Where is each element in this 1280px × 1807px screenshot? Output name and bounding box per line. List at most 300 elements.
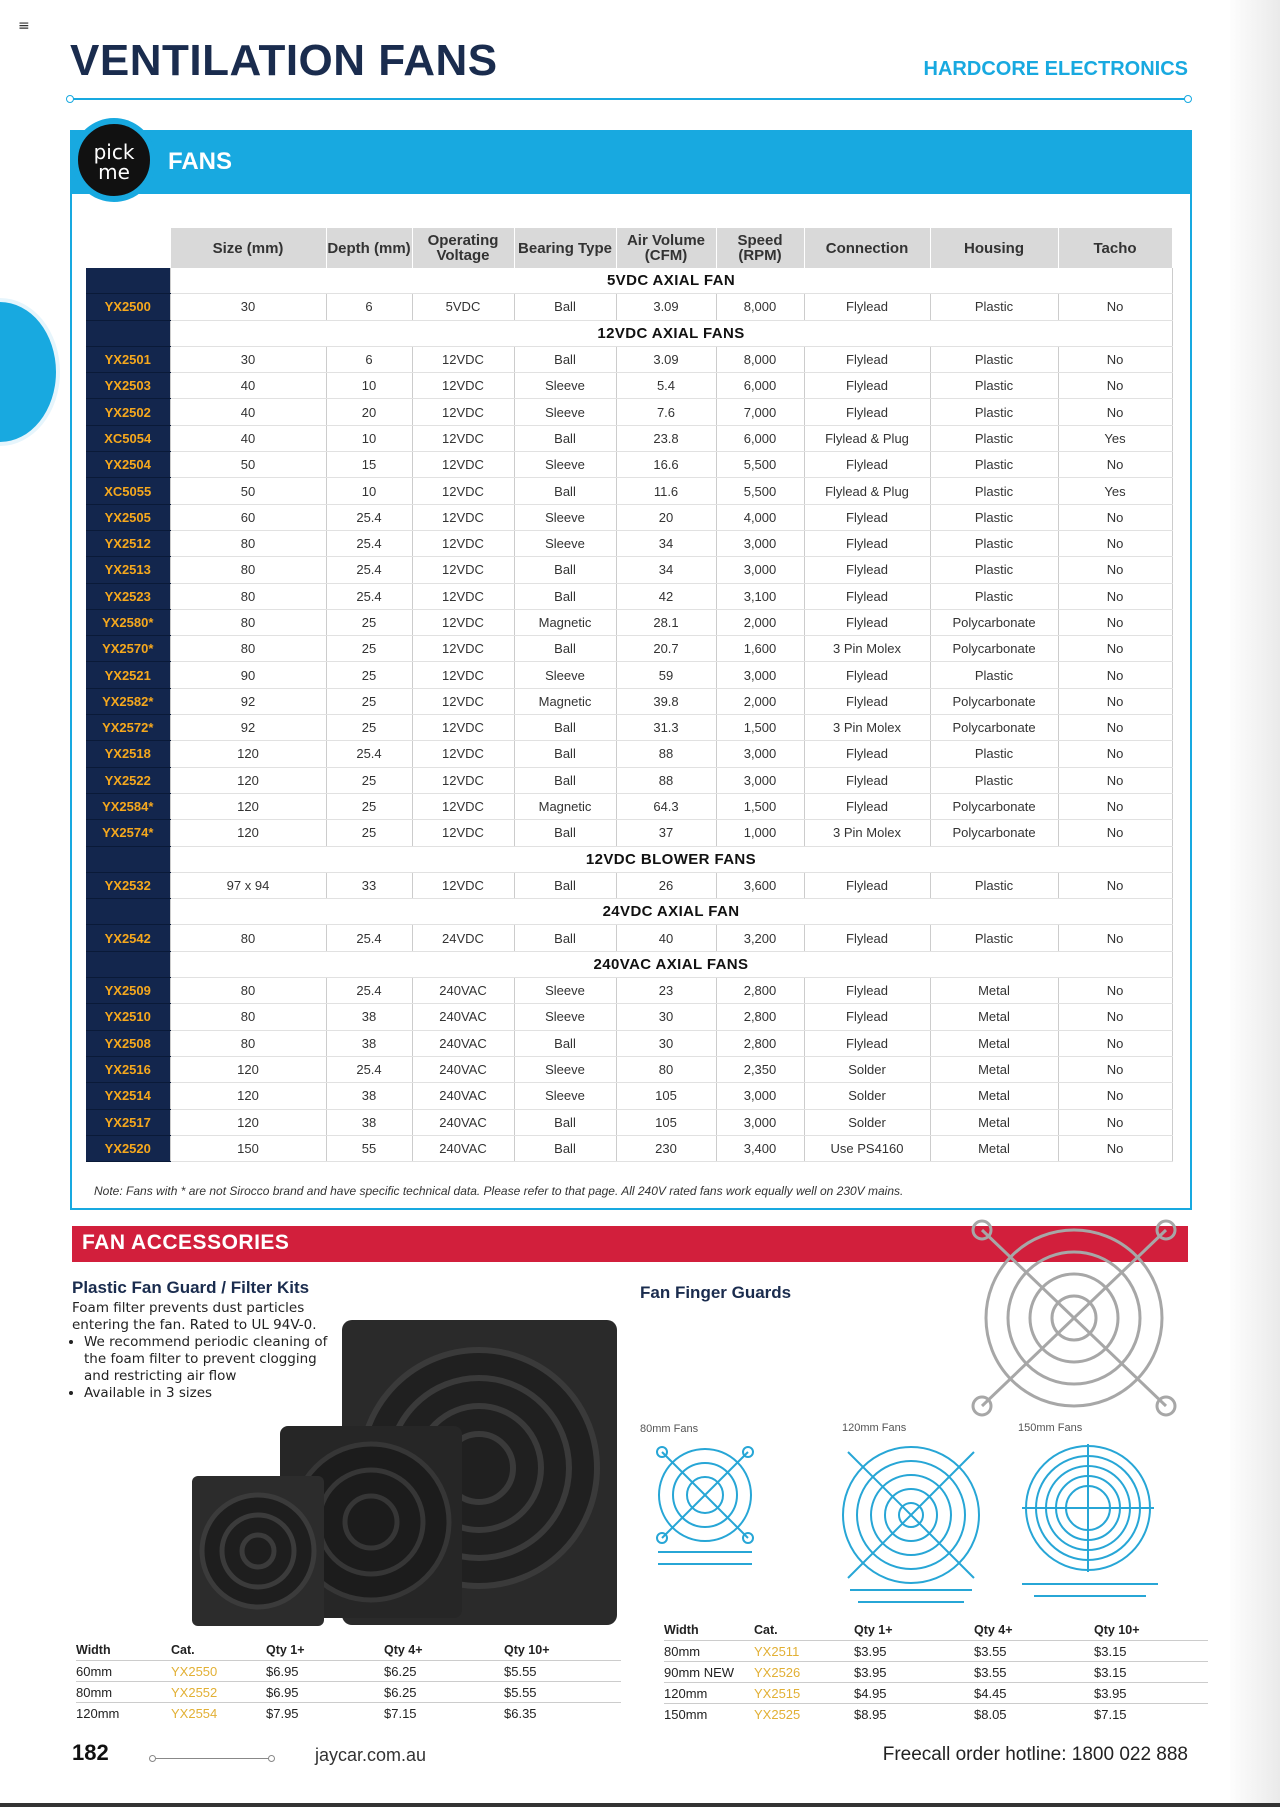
table-cell: 97 x 94 <box>170 872 326 898</box>
table-cell: $3.95 <box>854 1662 974 1683</box>
table-cell: 34 <box>616 557 716 583</box>
table-cell: 42 <box>616 583 716 609</box>
catalog-code[interactable]: YX2572* <box>86 715 170 741</box>
table-cell: 60 <box>170 504 326 530</box>
catalog-code[interactable]: YX2525 <box>754 1704 854 1725</box>
table-cell: 92 <box>170 715 326 741</box>
table-cell: 25 <box>326 609 412 635</box>
table-cell: No <box>1058 557 1172 583</box>
table-cell: Flylead <box>804 530 930 556</box>
table-cell: 12VDC <box>412 741 514 767</box>
table-cell: Flylead <box>804 767 930 793</box>
table-cell: 25 <box>326 688 412 714</box>
catalog-code[interactable]: YX2513 <box>86 557 170 583</box>
table-cell: 12VDC <box>412 688 514 714</box>
table-row <box>86 636 1172 662</box>
table-cell: No <box>1058 688 1172 714</box>
column-header: Qty 1+ <box>854 1623 893 1637</box>
table-cell: 25.4 <box>326 1056 412 1082</box>
table-cell: 39.8 <box>616 688 716 714</box>
catalog-code[interactable]: YX2522 <box>86 767 170 793</box>
table-cell: Metal <box>930 1004 1058 1030</box>
table-row <box>86 767 1172 793</box>
table-cell: 34 <box>616 530 716 556</box>
table-cell: Metal <box>930 1030 1058 1056</box>
table-cell: Flylead <box>804 1030 930 1056</box>
column-header: Size (mm) <box>170 228 326 268</box>
table-row <box>76 1703 621 1724</box>
table-cell: Solder <box>804 1109 930 1135</box>
section-code-cell <box>86 268 170 294</box>
table-cell: 1,000 <box>716 820 804 846</box>
table-cell: 12VDC <box>412 373 514 399</box>
table-cell: Ball <box>514 925 616 951</box>
table-cell: No <box>1058 373 1172 399</box>
table-cell: 105 <box>616 1109 716 1135</box>
table-cell: 80mm <box>76 1682 171 1703</box>
table-cell: 31.3 <box>616 715 716 741</box>
table-cell: $7.15 <box>384 1703 504 1724</box>
table-cell: 240VAC <box>412 1056 514 1082</box>
table-row <box>86 978 1172 1004</box>
table-cell: No <box>1058 741 1172 767</box>
table-cell: 120mm <box>664 1683 754 1704</box>
table-cell: Flylead <box>804 294 930 320</box>
catalog-code[interactable]: YX2518 <box>86 741 170 767</box>
table-cell: No <box>1058 346 1172 372</box>
catalog-code[interactable]: YX2580* <box>86 609 170 635</box>
catalog-code[interactable]: YX2502 <box>86 399 170 425</box>
table-cell: Magnetic <box>514 688 616 714</box>
table-cell: No <box>1058 1109 1172 1135</box>
table-cell: $3.15 <box>1094 1641 1208 1662</box>
column-header: Connection <box>804 228 930 268</box>
table-cell: $5.55 <box>504 1682 621 1703</box>
catalog-code[interactable]: YX2514 <box>86 1083 170 1109</box>
table-cell: 90mm NEW <box>664 1662 754 1683</box>
table-cell: 3 Pin Molex <box>804 715 930 741</box>
table-cell: Flylead <box>804 1004 930 1030</box>
table-cell: 120 <box>170 1056 326 1082</box>
table-row <box>86 741 1172 767</box>
table-cell: 80 <box>170 583 326 609</box>
table-cell: Flylead <box>804 925 930 951</box>
table-cell: Flylead <box>804 978 930 1004</box>
catalog-code[interactable]: YX2510 <box>86 1004 170 1030</box>
table-cell: No <box>1058 662 1172 688</box>
footer-divider <box>152 1758 272 1759</box>
table-row <box>86 294 1172 320</box>
table-cell: 25.4 <box>326 925 412 951</box>
table-cell: Use PS4160 <box>804 1135 930 1161</box>
table-row <box>86 557 1172 583</box>
table-cell: 3.09 <box>616 346 716 372</box>
table-cell: Ball <box>514 1109 616 1135</box>
table-cell: 23 <box>616 978 716 1004</box>
table-cell: Ball <box>514 478 616 504</box>
table-cell: No <box>1058 452 1172 478</box>
fans-note: Note: Fans with * are not Sirocco brand and have specific technical data. Please refer to that page. All 240V rated fans work equally well on 230V mains. <box>94 1184 904 1198</box>
table-row <box>86 662 1172 688</box>
table-cell: 15 <box>326 452 412 478</box>
table-cell: 240VAC <box>412 1004 514 1030</box>
catalog-code[interactable]: YX2509 <box>86 978 170 1004</box>
table-cell: Flylead <box>804 662 930 688</box>
table-cell: Plastic <box>930 478 1058 504</box>
table-cell: Ball <box>514 767 616 793</box>
table-cell: 5,500 <box>716 452 804 478</box>
table-cell: 10 <box>326 478 412 504</box>
catalog-code[interactable]: YX2501 <box>86 346 170 372</box>
order-hotline: Freecall order hotline: 1800 022 888 <box>882 1744 1188 1765</box>
table-cell: 26 <box>616 872 716 898</box>
table-cell: 12VDC <box>412 872 514 898</box>
catalog-code[interactable]: YX2552 <box>171 1682 266 1703</box>
catalog-code[interactable]: YX2574* <box>86 820 170 846</box>
table-cell: 25 <box>326 636 412 662</box>
table-cell: $8.05 <box>974 1704 1094 1725</box>
table-cell: $4.95 <box>854 1683 974 1704</box>
table-cell: $7.95 <box>266 1703 384 1724</box>
table-row <box>86 1056 1172 1082</box>
table-cell: 80 <box>170 636 326 662</box>
table-cell: 88 <box>616 741 716 767</box>
table-cell: 12VDC <box>412 346 514 372</box>
table-cell: Plastic <box>930 373 1058 399</box>
table-cell: 25 <box>326 662 412 688</box>
table-cell: Flylead <box>804 688 930 714</box>
table-cell: 3,600 <box>716 872 804 898</box>
catalog-code[interactable]: YX2504 <box>86 452 170 478</box>
table-row <box>86 1004 1172 1030</box>
table-cell: Plastic <box>930 583 1058 609</box>
column-header: Operating Voltage <box>412 228 514 268</box>
table-cell: 25.4 <box>326 741 412 767</box>
table-cell: 11.6 <box>616 478 716 504</box>
table-cell: No <box>1058 978 1172 1004</box>
table-cell: Ball <box>514 1030 616 1056</box>
table-cell: 25.4 <box>326 583 412 609</box>
table-cell: 2,800 <box>716 1030 804 1056</box>
filter-kits-price-table <box>76 1640 621 1723</box>
table-cell: 3.09 <box>616 294 716 320</box>
table-row <box>86 504 1172 530</box>
table-cell: 80 <box>170 557 326 583</box>
catalog-code[interactable]: YX2512 <box>86 530 170 556</box>
table-row <box>86 478 1172 504</box>
table-cell: 3 Pin Molex <box>804 636 930 662</box>
table-cell: Plastic <box>930 925 1058 951</box>
catalog-code[interactable]: YX2516 <box>86 1056 170 1082</box>
table-cell: 1,600 <box>716 636 804 662</box>
table-cell: Sleeve <box>514 399 616 425</box>
table-cell: 3,000 <box>716 662 804 688</box>
table-cell: 38 <box>326 1030 412 1056</box>
table-cell: 12VDC <box>412 557 514 583</box>
table-cell: 3,000 <box>716 767 804 793</box>
table-cell: 12VDC <box>412 478 514 504</box>
table-cell: Ball <box>514 741 616 767</box>
section-row <box>86 951 1172 977</box>
table-cell: 80 <box>170 925 326 951</box>
table-cell: 55 <box>326 1135 412 1161</box>
table-cell: 6 <box>326 294 412 320</box>
table-cell: 60mm <box>76 1661 171 1682</box>
table-cell: 2,000 <box>716 688 804 714</box>
table-cell: 25 <box>326 793 412 819</box>
table-cell: 4,000 <box>716 504 804 530</box>
table-cell: $4.45 <box>974 1683 1094 1704</box>
table-cell: 12VDC <box>412 715 514 741</box>
catalog-code[interactable]: YX2542 <box>86 925 170 951</box>
table-cell: 2,350 <box>716 1056 804 1082</box>
catalog-code[interactable]: YX2526 <box>754 1662 854 1683</box>
table-row <box>86 452 1172 478</box>
table-cell: Sleeve <box>514 1083 616 1109</box>
catalog-code[interactable]: YX2503 <box>86 373 170 399</box>
diagram-label: 120mm Fans <box>842 1422 907 1434</box>
catalog-code[interactable]: YX2505 <box>86 504 170 530</box>
section-row <box>86 268 1172 294</box>
catalog-code[interactable]: YX2532 <box>86 872 170 898</box>
fan-spec-table <box>86 228 1173 1162</box>
filter-kits-bullet: • We recommend periodic cleaning of the foam filter to prevent clogging and restricting air flow <box>84 1334 342 1385</box>
table-cell: 8,000 <box>716 346 804 372</box>
table-cell: 20.7 <box>616 636 716 662</box>
table-cell: Flylead <box>804 346 930 372</box>
catalog-code[interactable]: YX2554 <box>171 1703 266 1724</box>
column-header: Qty 10+ <box>504 1643 550 1657</box>
table-cell: 38 <box>326 1004 412 1030</box>
table-cell: No <box>1058 1056 1172 1082</box>
bottom-bar <box>0 1803 1280 1807</box>
table-cell: 120mm <box>76 1703 171 1724</box>
table-cell: Ball <box>514 820 616 846</box>
menu-icon[interactable]: ≡ <box>18 18 30 34</box>
table-cell: Solder <box>804 1083 930 1109</box>
table-cell: 3,000 <box>716 741 804 767</box>
table-cell: Plastic <box>930 872 1058 898</box>
table-cell: 240VAC <box>412 1030 514 1056</box>
table-cell: Plastic <box>930 530 1058 556</box>
section-code-cell <box>86 951 170 977</box>
section-title: 12VDC AXIAL FANS <box>170 320 1172 346</box>
table-cell: No <box>1058 1135 1172 1161</box>
table-cell: No <box>1058 793 1172 819</box>
table-cell: 40 <box>170 425 326 451</box>
column-header: Qty 4+ <box>384 1643 423 1657</box>
table-cell: No <box>1058 1004 1172 1030</box>
catalog-code[interactable]: YX2582* <box>86 688 170 714</box>
column-header: Width <box>664 1623 699 1637</box>
catalog-code[interactable]: YX2523 <box>86 583 170 609</box>
table-cell: Flylead <box>804 557 930 583</box>
table-cell: Flylead <box>804 452 930 478</box>
table-cell: 3,000 <box>716 530 804 556</box>
table-cell: Metal <box>930 1109 1058 1135</box>
table-cell: Flylead <box>804 504 930 530</box>
table-cell: Polycarbonate <box>930 609 1058 635</box>
table-cell: 38 <box>326 1083 412 1109</box>
table-cell: 33 <box>326 872 412 898</box>
table-cell: 50 <box>170 452 326 478</box>
table-cell: Plastic <box>930 504 1058 530</box>
table-cell: Ball <box>514 294 616 320</box>
table-cell: $3.95 <box>854 1641 974 1662</box>
catalog-code[interactable]: YX2521 <box>86 662 170 688</box>
diagram-120mm-icon <box>836 1440 996 1610</box>
side-tab-marker <box>0 298 60 446</box>
section-code-cell <box>86 899 170 925</box>
table-cell: Flylead & Plug <box>804 478 930 504</box>
table-cell: 80 <box>170 1030 326 1056</box>
filter-kits-summary: Foam filter prevents dust particles entering the fan. Rated to UL 94V-0. <box>72 1300 317 1333</box>
table-cell: 3,200 <box>716 925 804 951</box>
table-cell: 3,000 <box>716 1109 804 1135</box>
section-title: 240VAC AXIAL FANS <box>170 951 1172 977</box>
table-cell: No <box>1058 1030 1172 1056</box>
header-divider <box>70 98 1188 100</box>
table-cell: $7.15 <box>1094 1704 1208 1725</box>
spec-table-body <box>86 268 1172 1162</box>
table-cell: 12VDC <box>412 793 514 819</box>
table-cell: Ball <box>514 715 616 741</box>
table-cell: 40 <box>616 925 716 951</box>
table-cell: 30 <box>616 1030 716 1056</box>
price-table-header <box>76 1640 621 1661</box>
table-cell: Ball <box>514 872 616 898</box>
catalog-code[interactable]: YX2520 <box>86 1135 170 1161</box>
table-cell: Metal <box>930 978 1058 1004</box>
section-row <box>86 899 1172 925</box>
table-cell: Plastic <box>930 399 1058 425</box>
table-cell: 64.3 <box>616 793 716 819</box>
table-cell: Plastic <box>930 452 1058 478</box>
table-cell: 3,000 <box>716 557 804 583</box>
table-cell: 6,000 <box>716 373 804 399</box>
table-cell: Flylead <box>804 793 930 819</box>
table-cell: 28.1 <box>616 609 716 635</box>
table-cell: 50 <box>170 478 326 504</box>
finger-guards-price-table <box>664 1620 1208 1724</box>
table-cell: 25 <box>326 715 412 741</box>
table-cell: No <box>1058 636 1172 662</box>
table-row <box>86 688 1172 714</box>
table-cell: 3 Pin Molex <box>804 820 930 846</box>
column-header: Air Volume (CFM) <box>616 228 716 268</box>
catalog-code[interactable]: XC5054 <box>86 425 170 451</box>
price-table-body <box>664 1641 1208 1725</box>
table-cell: Flylead <box>804 872 930 898</box>
table-cell: 120 <box>170 1109 326 1135</box>
price-table-body <box>76 1661 621 1724</box>
table-cell: 88 <box>616 767 716 793</box>
table-cell: Flylead <box>804 741 930 767</box>
catalog-code[interactable]: YX2570* <box>86 636 170 662</box>
catalog-code[interactable]: XC5055 <box>86 478 170 504</box>
table-cell: 105 <box>616 1083 716 1109</box>
table-cell: 12VDC <box>412 609 514 635</box>
table-cell: Plastic <box>930 662 1058 688</box>
table-cell: 37 <box>616 820 716 846</box>
chrome-finger-guard-image <box>962 1210 1186 1420</box>
table-cell: 6,000 <box>716 425 804 451</box>
table-cell: 25.4 <box>326 530 412 556</box>
table-cell: 30 <box>170 346 326 372</box>
table-cell: 120 <box>170 793 326 819</box>
table-cell: Plastic <box>930 741 1058 767</box>
catalog-code[interactable]: YX2517 <box>86 1109 170 1135</box>
website-link[interactable]: jaycar.com.au <box>315 1745 427 1765</box>
table-cell: 12VDC <box>412 425 514 451</box>
table-cell: 2,000 <box>716 609 804 635</box>
brand-label: HARDCORE ELECTRONICS <box>923 58 1188 80</box>
column-header: Speed (RPM) <box>716 228 804 268</box>
table-cell: 3,000 <box>716 1083 804 1109</box>
table-cell: 230 <box>616 1135 716 1161</box>
table-cell: Metal <box>930 1135 1058 1161</box>
table-row <box>86 820 1172 846</box>
catalog-code[interactable]: YX2511 <box>754 1641 854 1662</box>
section-title: 24VDC AXIAL FAN <box>170 899 1172 925</box>
table-cell: Ball <box>514 557 616 583</box>
catalog-code[interactable]: YX2500 <box>86 294 170 320</box>
column-header: Qty 1+ <box>266 1643 305 1657</box>
section-title: 12VDC BLOWER FANS <box>170 846 1172 872</box>
table-cell: 25 <box>326 820 412 846</box>
table-cell: Sleeve <box>514 1056 616 1082</box>
table-cell: Plastic <box>930 557 1058 583</box>
table-row <box>76 1682 621 1703</box>
section-title: 5VDC AXIAL FAN <box>170 268 1172 294</box>
table-cell: 240VAC <box>412 1135 514 1161</box>
table-cell: 12VDC <box>412 583 514 609</box>
table-row <box>86 425 1172 451</box>
catalog-code[interactable]: YX2515 <box>754 1683 854 1704</box>
table-cell: 80 <box>616 1056 716 1082</box>
table-cell: Yes <box>1058 478 1172 504</box>
table-cell: $6.25 <box>384 1682 504 1703</box>
finger-guards-heading: Fan Finger Guards <box>640 1283 792 1302</box>
table-cell: 5VDC <box>412 294 514 320</box>
table-row <box>86 715 1172 741</box>
table-cell: 3,400 <box>716 1135 804 1161</box>
catalog-code[interactable]: YX2584* <box>86 793 170 819</box>
table-cell: No <box>1058 504 1172 530</box>
table-cell: $3.55 <box>974 1641 1094 1662</box>
table-cell: Solder <box>804 1056 930 1082</box>
table-cell: 8,000 <box>716 294 804 320</box>
table-cell: Flylead <box>804 399 930 425</box>
table-cell: 30 <box>616 1004 716 1030</box>
table-cell: Polycarbonate <box>930 688 1058 714</box>
page-number: 182 <box>72 1740 109 1765</box>
table-cell: 12VDC <box>412 636 514 662</box>
catalog-code[interactable]: YX2508 <box>86 1030 170 1056</box>
table-cell: 7.6 <box>616 399 716 425</box>
table-cell: 80 <box>170 1004 326 1030</box>
table-cell: Yes <box>1058 425 1172 451</box>
filter-kits-heading: Plastic Fan Guard / Filter Kits <box>72 1278 310 1297</box>
table-cell: 40 <box>170 399 326 425</box>
table-cell: 80 <box>170 978 326 1004</box>
table-cell: Sleeve <box>514 452 616 478</box>
catalog-code[interactable]: YX2550 <box>171 1661 266 1682</box>
table-cell: 6 <box>326 346 412 372</box>
table-cell: Polycarbonate <box>930 636 1058 662</box>
table-cell: No <box>1058 820 1172 846</box>
table-cell: 240VAC <box>412 1109 514 1135</box>
